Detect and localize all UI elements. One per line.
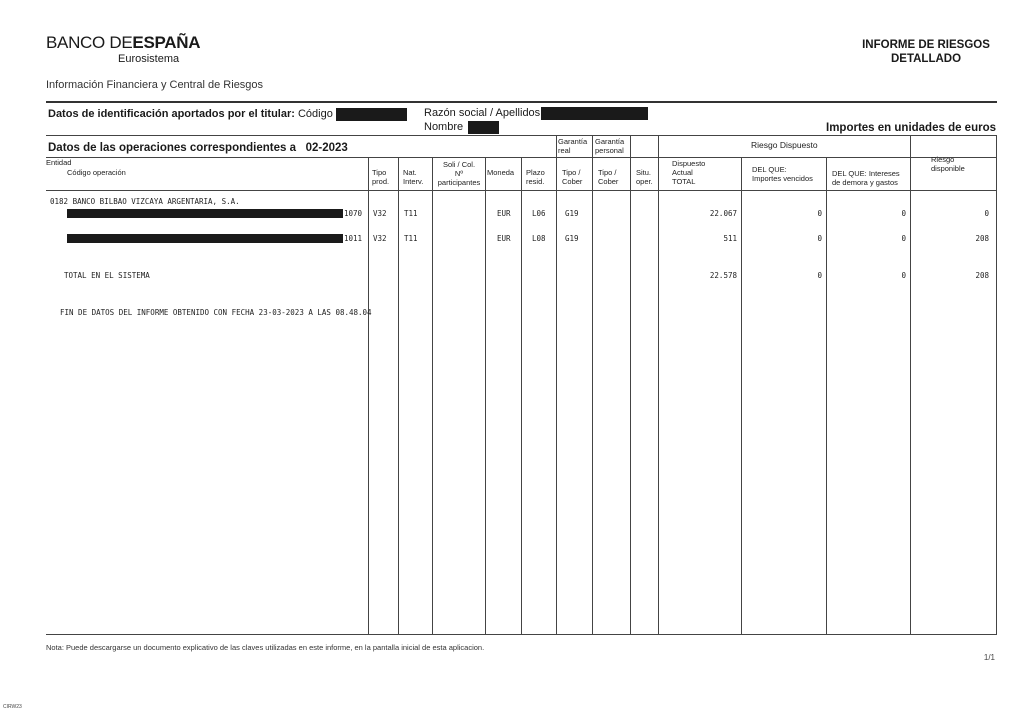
header-tipo-cober-personal [598, 168, 618, 186]
operations-title-text: Datos de las operaciones correspondientes a [48, 142, 296, 154]
header-garantia-real-line2: real [558, 146, 571, 155]
row-code: 1070 [344, 209, 363, 218]
row-plazo: L06 [532, 209, 546, 218]
row-disponible: 208 [975, 234, 989, 243]
header-moneda: Moneda [487, 168, 515, 177]
col-divider [556, 135, 557, 634]
header-garantia-personal-line1: Garantía [595, 137, 625, 146]
total-disponible: 208 [975, 271, 989, 280]
header-riesgo-disponible-line1: Riesgo [931, 155, 955, 164]
col-divider [630, 135, 631, 634]
table-bottom-border [46, 634, 997, 635]
row-code: 1011 [344, 234, 363, 243]
col-divider [432, 157, 433, 634]
banco-de-espana-logo [46, 33, 200, 53]
nombre-label: Nombre [424, 121, 464, 133]
row-dispuesto: 22.067 [709, 209, 737, 218]
total-label: TOTAL EN EL SISTEMA [64, 271, 150, 280]
row-vencidos: 0 [817, 234, 822, 243]
report-title-line2: DETALLADO [890, 53, 962, 65]
entity-line: 0182 BANCO BILBAO VIZCAYA ARGENTARIA, S.A. [50, 197, 240, 206]
header-garantia-personal [595, 137, 624, 155]
row-disponible: 0 [984, 209, 989, 218]
header-del-que-intereses-line2: de demora y gastos [832, 178, 898, 187]
total-intereses: 0 [901, 271, 906, 280]
row-plazo: L08 [532, 234, 546, 243]
razon-social-label: Razón social / Apellidos [424, 107, 541, 119]
page-number: 1/1 [983, 653, 995, 662]
col-divider [485, 157, 486, 634]
header-situ-oper-line2: oper. [636, 177, 653, 186]
row-intereses: 0 [901, 209, 906, 218]
header-nat-interv-line2: Interv. [403, 177, 424, 186]
col-divider [592, 135, 593, 634]
total-dispuesto: 22.578 [709, 271, 737, 280]
header-tipo-prod [372, 168, 389, 186]
report-title [856, 38, 996, 66]
header-dispuesto-actual-line3: TOTAL [672, 177, 696, 186]
col-divider [521, 157, 522, 634]
header-soli-col-line2: Nº [454, 169, 464, 178]
row-moneda: EUR [497, 234, 511, 243]
table-top-border [46, 135, 997, 136]
form-code: CIRW23 [3, 704, 22, 710]
header-situ-oper [636, 168, 653, 186]
redacted-razon-social [541, 107, 648, 120]
row-moneda: EUR [497, 209, 511, 218]
header-soli-col [433, 160, 485, 187]
row-tipo: V32 [373, 209, 387, 218]
col-divider [741, 157, 742, 634]
header-garantia-real-line1: Garantía [558, 137, 588, 146]
logo-text-part1: BANCO DE [46, 33, 133, 52]
header-divider [46, 101, 997, 103]
department-subtitle: Información Financiera y Central de Riesgos [46, 79, 264, 91]
col-divider [996, 135, 997, 634]
header-tipo-prod-line2: prod. [372, 177, 390, 186]
row-tipo: V32 [373, 234, 387, 243]
header-tipo-cober-personal-line1: Tipo / [598, 168, 617, 177]
units-note: Importes en unidades de euros [826, 122, 996, 134]
total-vencidos: 0 [817, 271, 822, 280]
header-del-que-vencidos [752, 165, 813, 183]
header-plazo-resid-line2: resid. [526, 177, 545, 186]
riesgo-dispuesto-divider [658, 157, 910, 158]
identification-label-bold: Datos de identificación aportados por el titular: [48, 108, 295, 120]
header-dispuesto-actual [672, 159, 705, 186]
header-codigo-operacion: Código operación [67, 168, 126, 177]
header-del-que-intereses-line1: DEL QUE: Intereses [832, 169, 900, 178]
header-riesgo-disponible [931, 155, 965, 173]
header-tipo-cober-personal-line2: Cober [598, 177, 619, 186]
header-dispuesto-actual-line1: Dispuesto [672, 159, 706, 168]
header-plazo-resid-line1: Plazo [526, 168, 545, 177]
row-intereses: 0 [901, 234, 906, 243]
header-soli-col-line1: Soli / Col. [442, 160, 476, 169]
header-nat-interv-line1: Nat. [403, 168, 417, 177]
header-del-que-intereses [832, 169, 900, 187]
header-riesgo-dispuesto: Riesgo Dispuesto [751, 140, 818, 150]
report-title-line1: INFORME DE RIESGOS [862, 39, 990, 51]
period-value: 02-2023 [305, 142, 348, 154]
col-divider [910, 135, 911, 634]
logo-subtitle: Eurosistema [118, 53, 180, 65]
header-soli-col-line3: participantes [437, 178, 481, 187]
col-divider [398, 157, 399, 634]
col-divider [658, 135, 659, 634]
header-del-que-vencidos-line2: Importes vencidos [752, 174, 813, 183]
row-cober: G19 [565, 234, 579, 243]
row-nat: T11 [404, 234, 418, 243]
header-garantia-real [558, 137, 587, 155]
logo-text-part2: ESPAÑA [132, 33, 201, 52]
end-of-data-text: FIN DE DATOS DEL INFORME OBTENIDO CON FECHA 23-03-2023 A LAS 08.48.04 [60, 308, 372, 317]
identification-label [48, 108, 333, 120]
redacted-operation-code [67, 209, 343, 218]
header-dispuesto-actual-line2: Actual [672, 168, 693, 177]
redacted-nombre [468, 121, 499, 134]
header-tipo-cober-real [562, 168, 582, 186]
header-tipo-cober-real-line2: Cober [562, 177, 583, 186]
header-entidad: Entidad [46, 158, 72, 167]
row-nat: T11 [404, 209, 418, 218]
header-tipo-cober-real-line1: Tipo / [562, 168, 581, 177]
header-nat-interv [403, 168, 423, 186]
row-dispuesto: 511 [723, 234, 737, 243]
code-label: Código [297, 108, 333, 120]
col-divider [368, 157, 369, 634]
row-cober: G19 [565, 209, 579, 218]
header-plazo-resid [526, 168, 545, 186]
header-del-que-vencidos-line1: DEL QUE: [752, 165, 787, 174]
redacted-code [336, 108, 407, 121]
operations-title [48, 142, 348, 154]
col-divider [826, 157, 827, 634]
header-garantia-personal-line2: personal [595, 146, 624, 155]
header-situ-oper-line1: Situ. [636, 168, 652, 177]
header-tipo-prod-line1: Tipo [372, 168, 387, 177]
redacted-operation-code [67, 234, 343, 243]
footer-note: Nota: Puede descargarse un documento explicativo de las claves utilizadas en este informe, en la pantalla inicial de esta aplicacion. [46, 643, 485, 652]
header-riesgo-disponible-line2: disponible [931, 164, 965, 173]
row-vencidos: 0 [817, 209, 822, 218]
